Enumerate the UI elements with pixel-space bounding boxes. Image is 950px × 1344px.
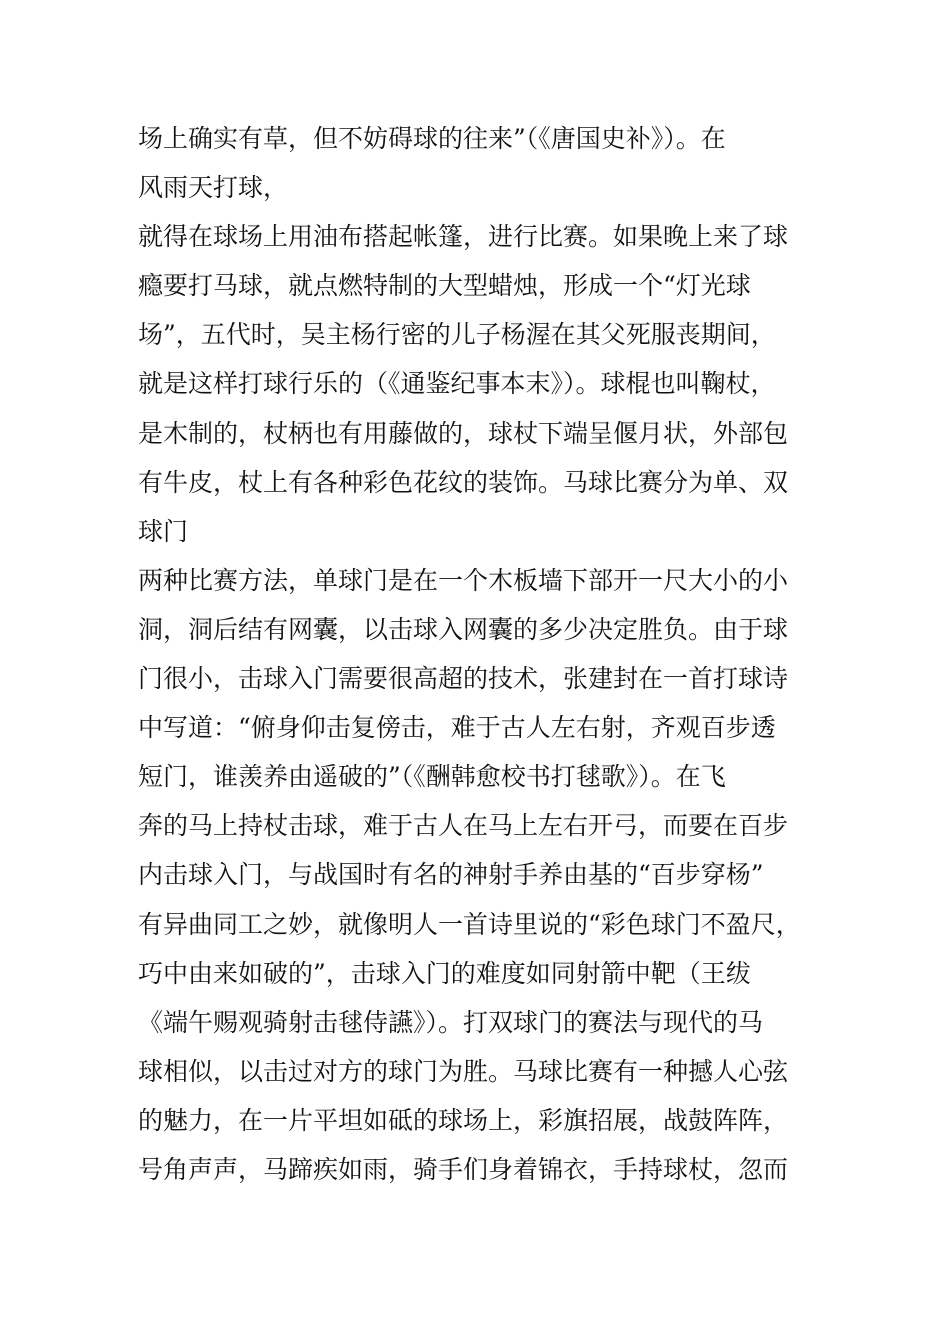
text-line: 球相似，以击过对方的球门为胜。马球比赛有一种撼人心弦 <box>138 1056 789 1086</box>
text-line: 内击球入门，与战国时有名的神射手养由基的“百步穿杨” <box>138 860 764 890</box>
text-line: 有牛皮，杖上有各种彩色花纹的装饰。马球比赛分为单、双 <box>138 467 789 497</box>
text-line: 有异曲同工之妙，就像明人一首诗里说的“彩色球门不盈尺， <box>138 909 801 939</box>
text-line: 瘾要打马球，就点燃特制的大型蜡烛，形成一个“灯光球 <box>138 271 751 301</box>
body-text <box>138 114 828 1194</box>
text-line: 洞，洞后结有网囊，以击球入网囊的多少决定胜负。由于球 <box>138 614 789 644</box>
text-line: 门很小，击球入门需要很高超的技术，张建封在一首打球诗 <box>138 664 789 694</box>
text-line: 场”，五代时，吴主杨行密的儿子杨渥在其父死服丧期间， <box>138 320 776 350</box>
text-line: 场上确实有草，但不妨碍球的往来”（《唐国史补》）。在 <box>138 124 726 153</box>
text-line: 奔的马上持杖击球，难于古人在马上左右开弓，而要在百步 <box>138 811 789 841</box>
text-line: 两种比赛方法，单球门是在一个木板墙下部开一尺大小的小 <box>138 565 789 595</box>
text-line: 是木制的，杖柄也有用藤做的，球杖下端呈偃月状，外部包 <box>138 418 789 448</box>
text-line: 《端午赐观骑射击毬侍讌》）。打双球门的赛法与现代的马 <box>138 1007 764 1037</box>
text-line: 就是这样打球行乐的（《通鉴纪事本末》）。球棍也叫鞠杖， <box>138 369 776 399</box>
text-line: 球门 <box>138 516 189 546</box>
text-line: 号角声声，马蹄疾如雨，骑手们身着锦衣，手持球杖，忽而 <box>138 1154 789 1184</box>
text-line: 风雨天打球， <box>138 173 289 203</box>
text-line: 就得在球场上用油布搭起帐篷，进行比赛。如果晚上来了球 <box>138 222 789 252</box>
text-line: 中写道：“俯身仰击复傍击，难于古人左右射，齐观百步透 <box>138 713 776 743</box>
text-line: 的魅力，在一片平坦如砥的球场上，彩旗招展，战鼓阵阵， <box>138 1105 789 1135</box>
text-line: 短门，谁羡养由遥破的”（《酬韩愈校书打毬歌》）。在飞 <box>138 762 726 792</box>
text-line: 巧中由来如破的”，击球入门的难度如同射箭中靶（王绂 <box>138 958 751 988</box>
